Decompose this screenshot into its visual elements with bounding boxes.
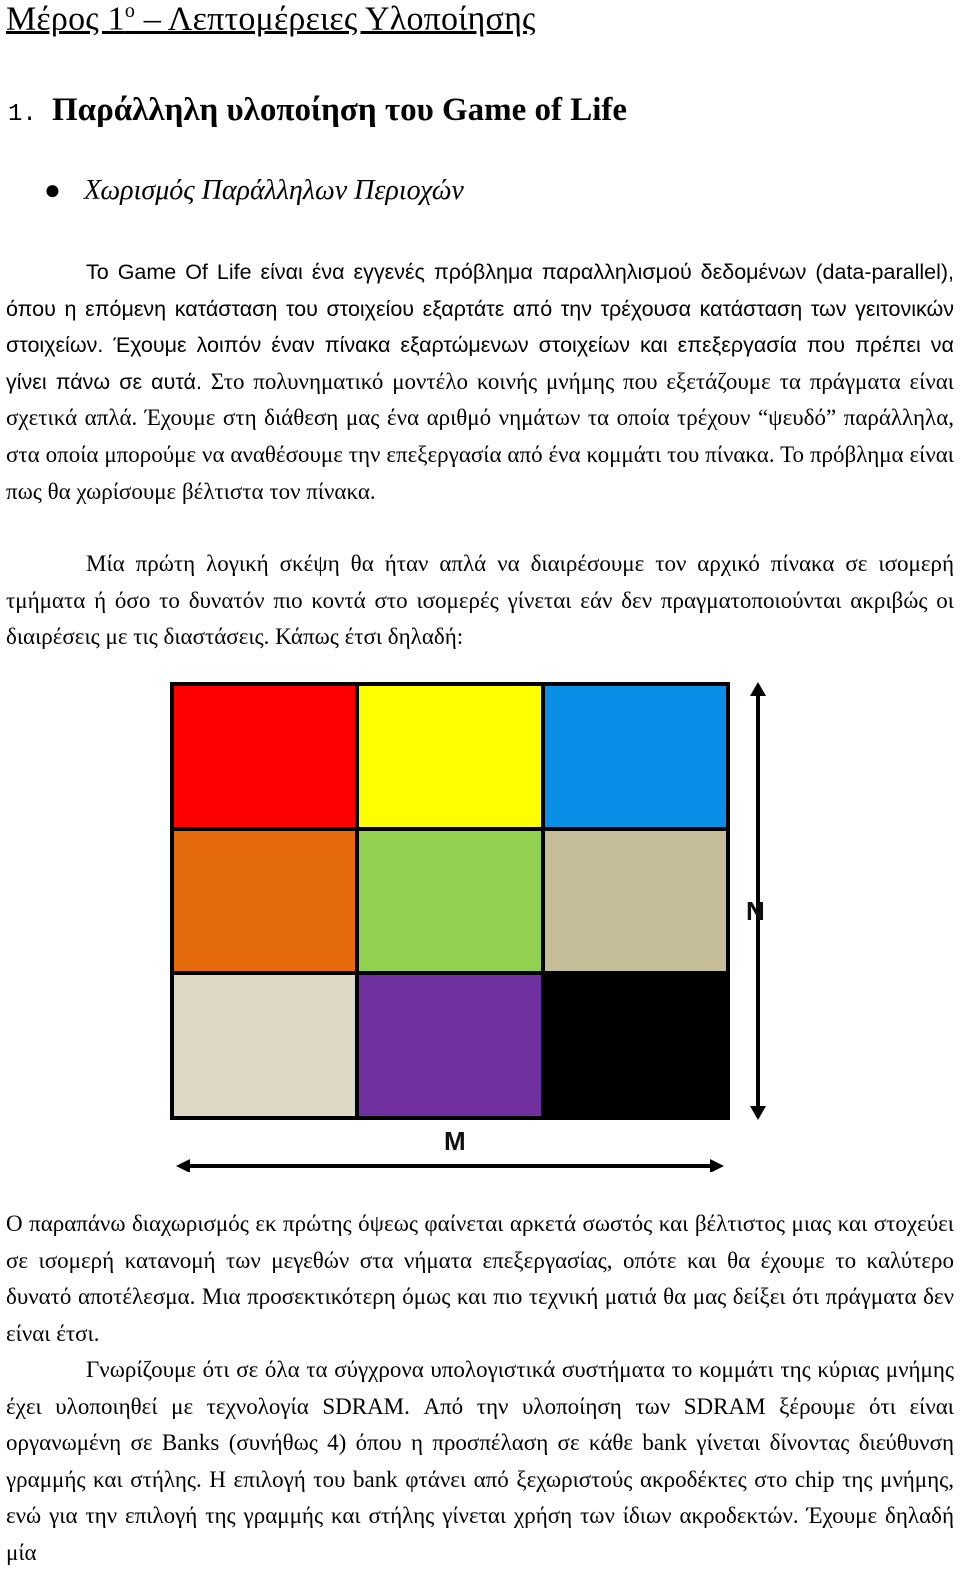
paragraph-1-serif-part: Στο πολυνηματικό μοντέλο κοινής μνήμης που εξετάζουμε τα πράγματα είναι σχετικά απλά. Έχουμε στη διάθεση μας ένα αριθμό νημάτων τα οποία τρέχουν “ψευδό” παράλληλα, στα οποία μπορούμε να αναθέσουμε την επεξεργασία από ένα κομμάτι του πίνακα. Το πρόβλημα είναι πως θα χωρίσουμε βέλτιστα τον πίνακα. bbox=[6, 368, 954, 504]
paragraph-3: Ο παραπάνω διαχωρισμός εκ πρώτης όψεως φαίνεται αρκετά σωστός και βέλτιστος μιας και στοχεύει σε ισομερή κατανομή των μεγεθών στα νήματα επεξεργασίας, οπότε και θα έχουμε το καλύτερο δυνατό αποτέλεσμα. Μια προσεκτικότερη όμως και πιο τεχνική ματιά θα μας δείξει ότι πράγματα δεν είναι έτσι. bbox=[6, 1211, 954, 1346]
section-number: 1. bbox=[8, 101, 37, 128]
section-heading bbox=[8, 92, 627, 129]
title-rest: – Λεπτομέρειες Υλοποίησης bbox=[135, 0, 536, 38]
bullet-dot-icon: ● bbox=[44, 175, 61, 206]
dimension-arrows bbox=[170, 682, 810, 1172]
page-title bbox=[6, 0, 536, 38]
paragraph-4: Γνωρίζουμε ότι σε όλα τα σύγχρονα υπολογιστικά συστήματα το κομμάτι της κύριας μνήμης έχει υλοποιηθεί με τεχνολογία SDRAM. Από την υλοποίηση των SDRAM ξέρουμε ότι είναι οργανωμένη σε Banks (συνήθως 4) όπου η προσπέλαση σε κάθε bank γίνεται δίνοντας διεύθυνση γραμμής και στήλης. Η επιλογή του bank φτάνει από ξεχωριστούς ακροδέκτες στο chip της μνήμης, ενώ για την επιλογή της γραμμής και στήλης γίνεται χρήση των ίδιων ακροδεκτών. Έχουμε δηλαδή μία bbox=[6, 1357, 954, 1565]
bullet-item bbox=[44, 175, 464, 207]
bullet-text: Χωρισμός Παράλληλων Περιοχών bbox=[84, 175, 464, 206]
arrow-m-horizontal bbox=[176, 1159, 724, 1172]
title-superscript: ο bbox=[124, 0, 136, 22]
paragraph-2: Μία πρώτη λογική σκέψη θα ήταν απλά να διαιρέσουμε τον αρχικό πίνακα σε ισομερή τμήματα ή όσο το δυνατόν πιο κοντά στο ισομερές γίνεται εάν δεν πραγματοποιούνται ακριβώς οι διαιρέσεις με τις διαστάσεις. Κάπως έτσι δηλαδή: bbox=[6, 551, 954, 650]
section-heading-text: Παράλληλη υλοποίηση του Game of Life bbox=[52, 92, 628, 128]
paragraph-1-sans-part: Το Game Of Life είναι ένα εγγενές πρόβλημα παραλληλισμού δεδομένων (data-parallel), όπου η επόμενη κατάσταση του στοιχείου εξαρτάτε από την τρέχουσα κατάσταση των γειτονικών στοιχείων. Έχουμε λοιπόν έναν πίνακα εξαρτώμενων στοιχείων και επεξεργασία που πρέπει να γίνει πάνω σε αυτά. bbox=[6, 260, 954, 394]
grid-partition-diagram bbox=[170, 682, 810, 1172]
label-n: N bbox=[746, 896, 765, 926]
paragraph-1 bbox=[6, 254, 954, 510]
title-main: Μέρος 1 bbox=[6, 0, 125, 38]
label-m: M bbox=[436, 1126, 474, 1157]
